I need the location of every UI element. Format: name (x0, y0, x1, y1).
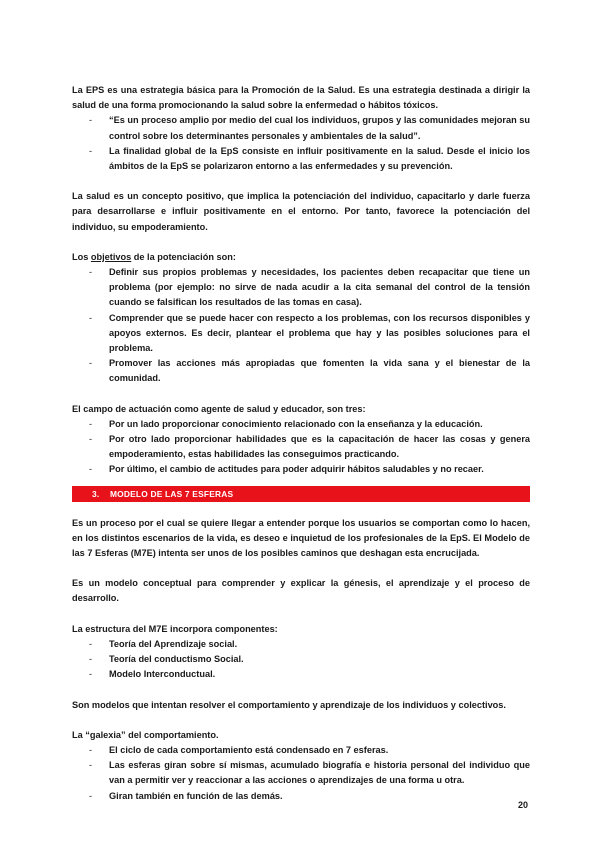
field-lead: El campo de actuación como agente de salud y educador, son tres: (72, 403, 366, 414)
eps-intro-text: La EPS es una estrategia básica para la Promoción de la Salud. Es una estrategia destinada a dirigir la salud de una forma promocionando la salud sobre la enfermedad o hábitos tóxicos. (72, 85, 530, 111)
section-number: 3. (92, 488, 100, 499)
list-item: - “Es un proceso amplio por medio del cual los individuos, grupos y las comunidades mejoran su control sobre los determinantes personales y ambientales de la salud”. (89, 115, 530, 141)
page-number: 20 (517, 800, 528, 810)
health-text: La salud es un concepto positivo, que implica la potenciación del individuo, capacitarlo y darle fuerza para desarrollarse e influir positivamente en el entorno. Por tanto, favorece la potenciación del individuo, su empoderamiento. (72, 191, 530, 232)
list-item: - Comprender que se puede hacer con respecto a los problemas, con los recursos disponibles y apoyos externos. Es decir, plantear el problema que hay y las posibles soluciones para el problema. (89, 312, 530, 354)
list-item: - La finalidad global de la EpS consiste en influir positivamente en la salud. Desde el inicio los ámbitos de la EpS se polarizaron entorno a las enfermedades y su prevención. (89, 145, 530, 172)
field-bullet-list (72, 417, 530, 478)
eps-bullet-list (72, 113, 530, 174)
list-item: - Las esferas giran sobre sí mismas, acumulado biografía e historia personal del individuo que van a permitir ver y reaccionar a las acciones o aprendizajes de una forma u otra. (89, 760, 530, 786)
conceptual-model-text: Es un modelo conceptual para comprender y explicar la génesis, el aprendizaje y el proceso de desarrollo. (72, 578, 530, 604)
eps-paragraph (72, 83, 530, 174)
list-item: - El ciclo de cada comportamiento está condensado en 7 esferas. (89, 744, 389, 755)
health-paragraph (72, 189, 530, 235)
models-text: Son modelos que intentan resolver el comportamiento y aprendizaje de los individuos y colectivos. (72, 699, 506, 710)
conceptual-model-paragraph (72, 576, 530, 606)
list-item: - Por último, el cambio de actitudes para poder adquirir hábitos saludables y no recaer. (89, 464, 484, 475)
list-item: - Por un lado proporcionar conocimiento relacionado con la enseñanza y la educación. (89, 418, 483, 429)
objectives-lead: Los objetivos de la potenciación son: (72, 251, 236, 262)
list-item: - Definir sus propios problemas y necesidades, los pacientes deben recapacitar que tiene un problema (por ejemplo: no sirve de nada acudir a la cita semanal del control de la tensión cuando se falsifican los resultados de las tomas en casa). (89, 267, 530, 308)
m7e-intro-text: Es un proceso por el cual se quiere llegar a entender porque los usuarios se comportan como lo hacen, en los distintos escenarios de la vida, es deseo e inquietud de los profesionales de la EpS. El Modelo de las 7 Esferas (M7E) intenta ser unos de los posibles caminos que deshagan esta encrucijada. (72, 517, 530, 559)
section-title: MODELO DE LAS 7 ESFERAS (110, 488, 234, 499)
models-paragraph (72, 698, 530, 713)
objectives-bullet-list (72, 265, 530, 387)
objectives-underlined-word: objetivos (90, 251, 132, 262)
galexia-paragraph (72, 728, 530, 804)
list-item: - Teoría del Aprendizaje social. (89, 638, 238, 649)
structure-paragraph (72, 622, 530, 683)
galexia-lead: La “galexia” del comportamiento. (72, 729, 219, 740)
list-item: - Giran también en función de las demás. (89, 790, 283, 801)
m7e-intro-paragraph (72, 516, 530, 562)
structure-bullet-list (72, 637, 530, 683)
list-item: - Por otro lado proporcionar habilidades que es la capacitación de hacer las cosas y genera empoderamiento, estas habilidades las conseguimos practicando. (89, 434, 530, 460)
list-item: - Promover las acciones más apropiadas que fomenten la vida sana y el bienestar de la comunidad. (89, 358, 530, 384)
document-page (72, 83, 530, 819)
list-item: - Teoría del conductismo Social. (89, 654, 244, 665)
section-heading (72, 486, 530, 502)
galexia-bullet-list (72, 743, 530, 804)
field-paragraph (72, 402, 530, 478)
objectives-paragraph (72, 250, 530, 387)
structure-lead: La estructura del M7E incorpora componentes: (72, 623, 278, 634)
list-item: - Modelo Interconductual. (89, 669, 216, 680)
